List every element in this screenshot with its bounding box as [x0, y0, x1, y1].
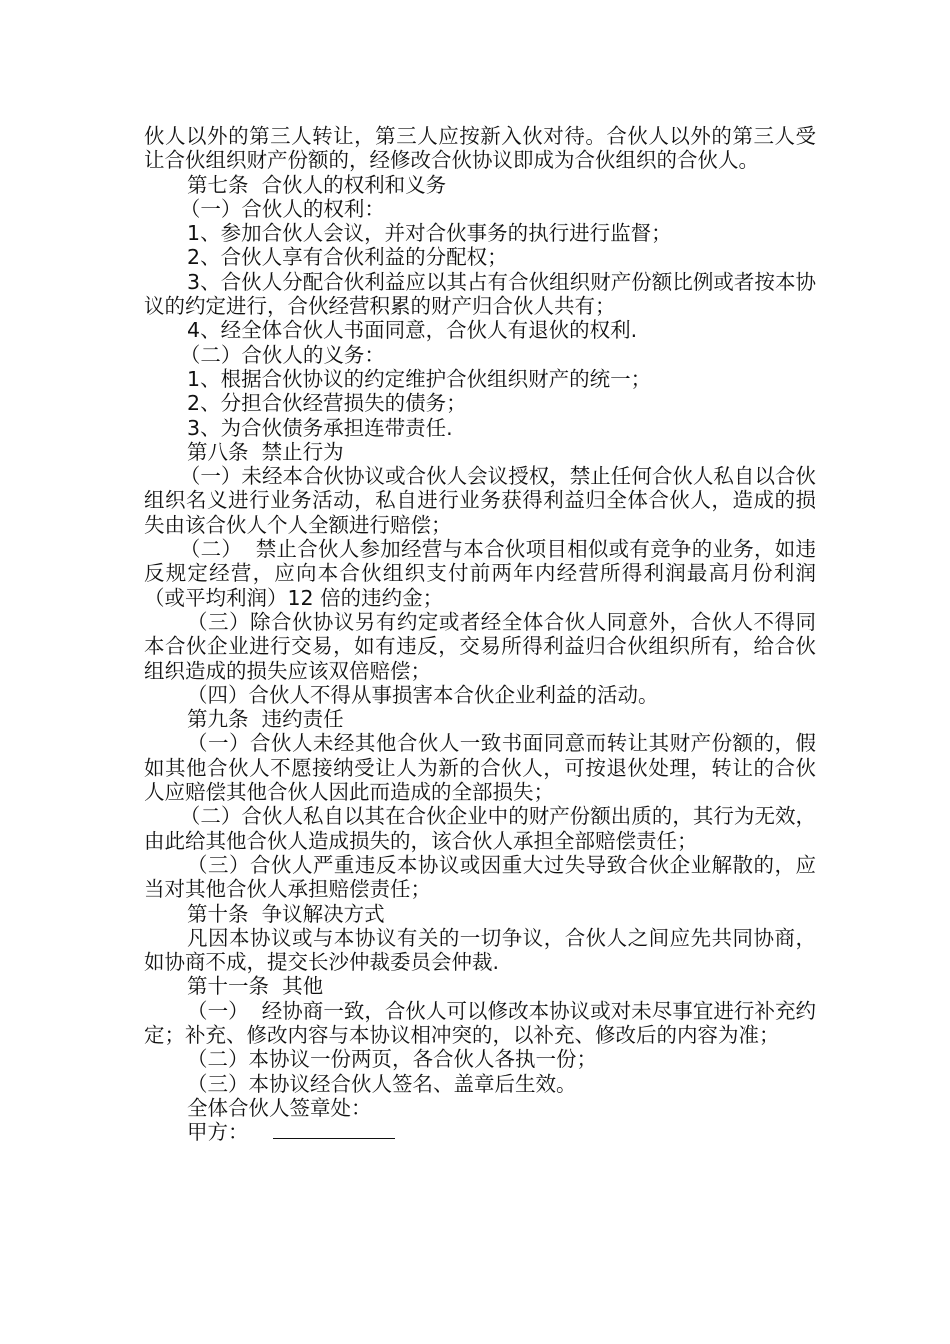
signature-row	[144, 1120, 816, 1144]
article-heading: 第七条 合伙人的权利和义务	[187, 172, 447, 197]
paragraph: （二） 禁止合伙人参加经营与本合伙项目相似或有竞争的业务，如违反规定经营，应向本合伙组织支付前两年内经营所得利润最高月份利润（或平均利润）12 倍的违约金；	[144, 537, 816, 610]
document-body	[144, 124, 816, 1144]
article-heading: 第十一条 其他	[187, 974, 324, 999]
paragraph: （一） 经协商一致，合伙人可以修改本协议或对未尽事宜进行补充约定；补充、修改内容与本协议相冲突的，以补充、修改后的内容为准；	[144, 998, 816, 1047]
paragraph: 3、为合伙债务承担连带责任.	[187, 415, 453, 440]
paragraph: （四）合伙人不得从事损害本合伙企业利益的活动。	[187, 682, 659, 707]
paragraph: （二）合伙人私自以其在合伙企业中的财产份额出质的，其行为无效，由此给其他合伙人造成损失的，该合伙人承担全部赔偿责任；	[144, 804, 816, 853]
paragraph: （一）合伙人的权利：	[179, 196, 385, 221]
paragraph: （一）未经本合伙协议或合伙人会议授权，禁止任何合伙人私自以合伙组织名义进行业务活动，私自进行业务获得利益归全体合伙人，造成的损失由该合伙人个人全额进行赔偿；	[144, 464, 816, 537]
paragraph: 2、合伙人享有合伙利益的分配权；	[187, 245, 508, 270]
article-heading: 第十条 争议解决方式	[187, 901, 385, 926]
paragraph: （一）合伙人未经其他合伙人一致书面同意而转让其财产份额的，假如其他合伙人不愿接纳受让人为新的合伙人，可按退伙处理，转让的合伙人应赔偿其他合伙人因此而造成的全部损失；	[144, 731, 816, 805]
paragraph: 1、参加合伙人会议，并对合伙事务的执行进行监督；	[187, 221, 672, 246]
signature-heading: 全体合伙人签章处：	[187, 1095, 372, 1120]
paragraph: 1、根据合伙协议的约定维护合伙组织财产的统一；	[187, 366, 652, 391]
paragraph: 凡因本协议或与本协议有关的一切争议，合伙人之间应先共同协商，如协商不成，提交长沙仲裁委员会仲裁.	[144, 925, 816, 975]
paragraph: （二）合伙人的义务：	[179, 342, 385, 367]
signature-line	[273, 1120, 395, 1139]
paragraph: （三）本协议经合伙人签名、盖章后生效。	[187, 1071, 577, 1096]
paragraph: （三）除合伙协议另有约定或者经全体合伙人同意外，合伙人不得同本合伙企业进行交易，如有违反，交易所得利益归合伙组织所有，给合伙组织造成的损失应该双倍赔偿；	[144, 609, 816, 683]
article-heading: 第九条 违约责任	[187, 707, 344, 732]
paragraph: 4、经全体合伙人书面同意，合伙人有退伙的权利.	[187, 318, 638, 343]
paragraph: 3、合伙人分配合伙利益应以其占有合伙组织财产份额比例或者按本协议的约定进行，合伙经营积累的财产归合伙人共有；	[144, 269, 816, 319]
paragraph: 伙人以外的第三人转让，第三人应按新入伙对待。合伙人以外的第三人受让合伙组织财产份额的，经修改合伙协议即成为合伙组织的合伙人。	[144, 124, 816, 173]
paragraph: 2、分担合伙经营损失的债务；	[187, 391, 467, 416]
party-a-label: 甲方：	[187, 1120, 249, 1145]
article-heading: 第八条 禁止行为	[187, 439, 344, 464]
paragraph: （三）合伙人严重违反本协议或因重大过失导致合伙企业解散的，应当对其他合伙人承担赔偿责任；	[144, 852, 816, 902]
paragraph: （二）本协议一份两页，各合伙人各执一份；	[187, 1047, 598, 1072]
